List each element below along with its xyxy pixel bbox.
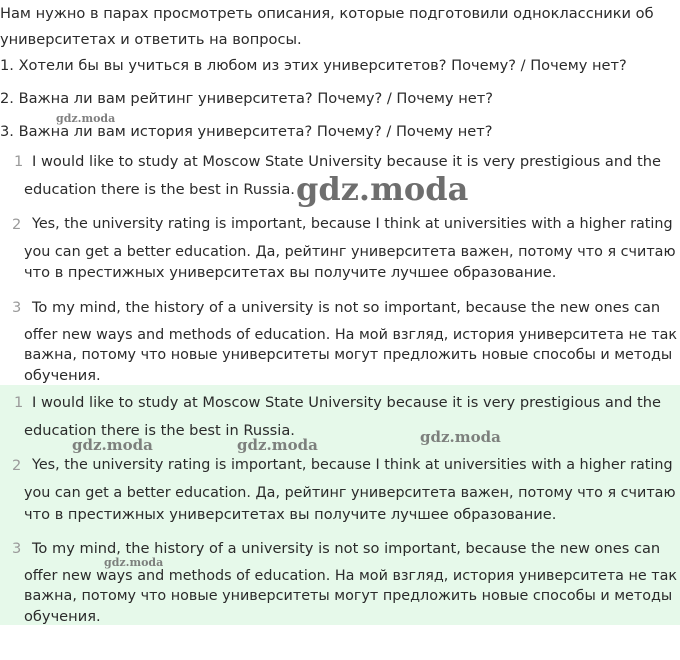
answer-number: 3 <box>12 299 22 316</box>
answer-3-line: offer new ways and methods of education. На мой взгляд, история университета не так <box>24 327 678 343</box>
watermark-logo: gdz.moda <box>72 436 153 454</box>
answer-1-line: I would like to study at Moscow State University because it is very prestigious and the <box>32 153 661 170</box>
watermark-logo: gdz.moda <box>104 556 164 569</box>
answer-3-line: обучения. <box>24 608 101 625</box>
answer-1-line: education there is the best in Russia. <box>24 422 295 439</box>
answer-3-line: важна, потому что новые университеты могут предложить новые способы и методы <box>24 347 673 363</box>
answer-2-line: you can get a better education. Да, рейтинг университета важен, потому что я считаю <box>24 244 676 260</box>
question-3: 3. Важна ли вам история университета? Почему? / Почему нет? <box>0 123 493 140</box>
answer-1-line: education there is the best in Russia. <box>24 181 295 198</box>
answer-number: 1 <box>14 153 24 170</box>
answer-3-line: обучения. <box>24 367 101 384</box>
answer-3-line: To my mind, the history of a university is not so important, because the new ones can <box>32 299 661 316</box>
answer-number: 1 <box>14 394 24 411</box>
answer-3-line: важна, потому что новые университеты могут предложить новые способы и методы <box>24 588 673 604</box>
answer-number: 2 <box>12 216 22 233</box>
answer-2-line: что в престижных университетах вы получите лучшее образование. <box>24 506 557 523</box>
question-2: 2. Важна ли вам рейтинг университета? Почему? / Почему нет? <box>0 90 493 107</box>
answer-number: 2 <box>12 457 22 474</box>
answer-2-line: что в престижных университетах вы получите лучшее образование. <box>24 264 557 281</box>
watermark-logo: gdz.moda <box>237 436 318 454</box>
intro-line-2: университетах и ответить на вопросы. <box>0 31 302 48</box>
answer-2-line: Yes, the university rating is important, because I think at universities with a higher rating <box>32 216 673 232</box>
watermark-logo: gdz.moda <box>56 112 116 125</box>
answer-2-line: Yes, the university rating is important, because I think at universities with a higher rating <box>32 457 673 473</box>
answer-number: 3 <box>12 540 22 557</box>
watermark-logo: gdz.moda <box>420 428 501 446</box>
answer-3-line: offer new ways and methods of education. На мой взгляд, история университета не так <box>24 568 678 584</box>
intro-line-1: Нам нужно в парах просмотреть описания, которые подготовили одноклассники об <box>0 5 654 22</box>
answer-1-line: I would like to study at Moscow State University because it is very prestigious and the <box>32 394 661 411</box>
answer-2-line: you can get a better education. Да, рейтинг университета важен, потому что я считаю <box>24 485 676 501</box>
watermark-logo: gdz.moda <box>296 170 469 208</box>
question-1: 1. Хотели бы вы учиться в любом из этих университетов? Почему? / Почему нет? <box>0 57 627 74</box>
answer-3-line: To my mind, the history of a university is not so important, because the new ones can <box>32 540 661 557</box>
